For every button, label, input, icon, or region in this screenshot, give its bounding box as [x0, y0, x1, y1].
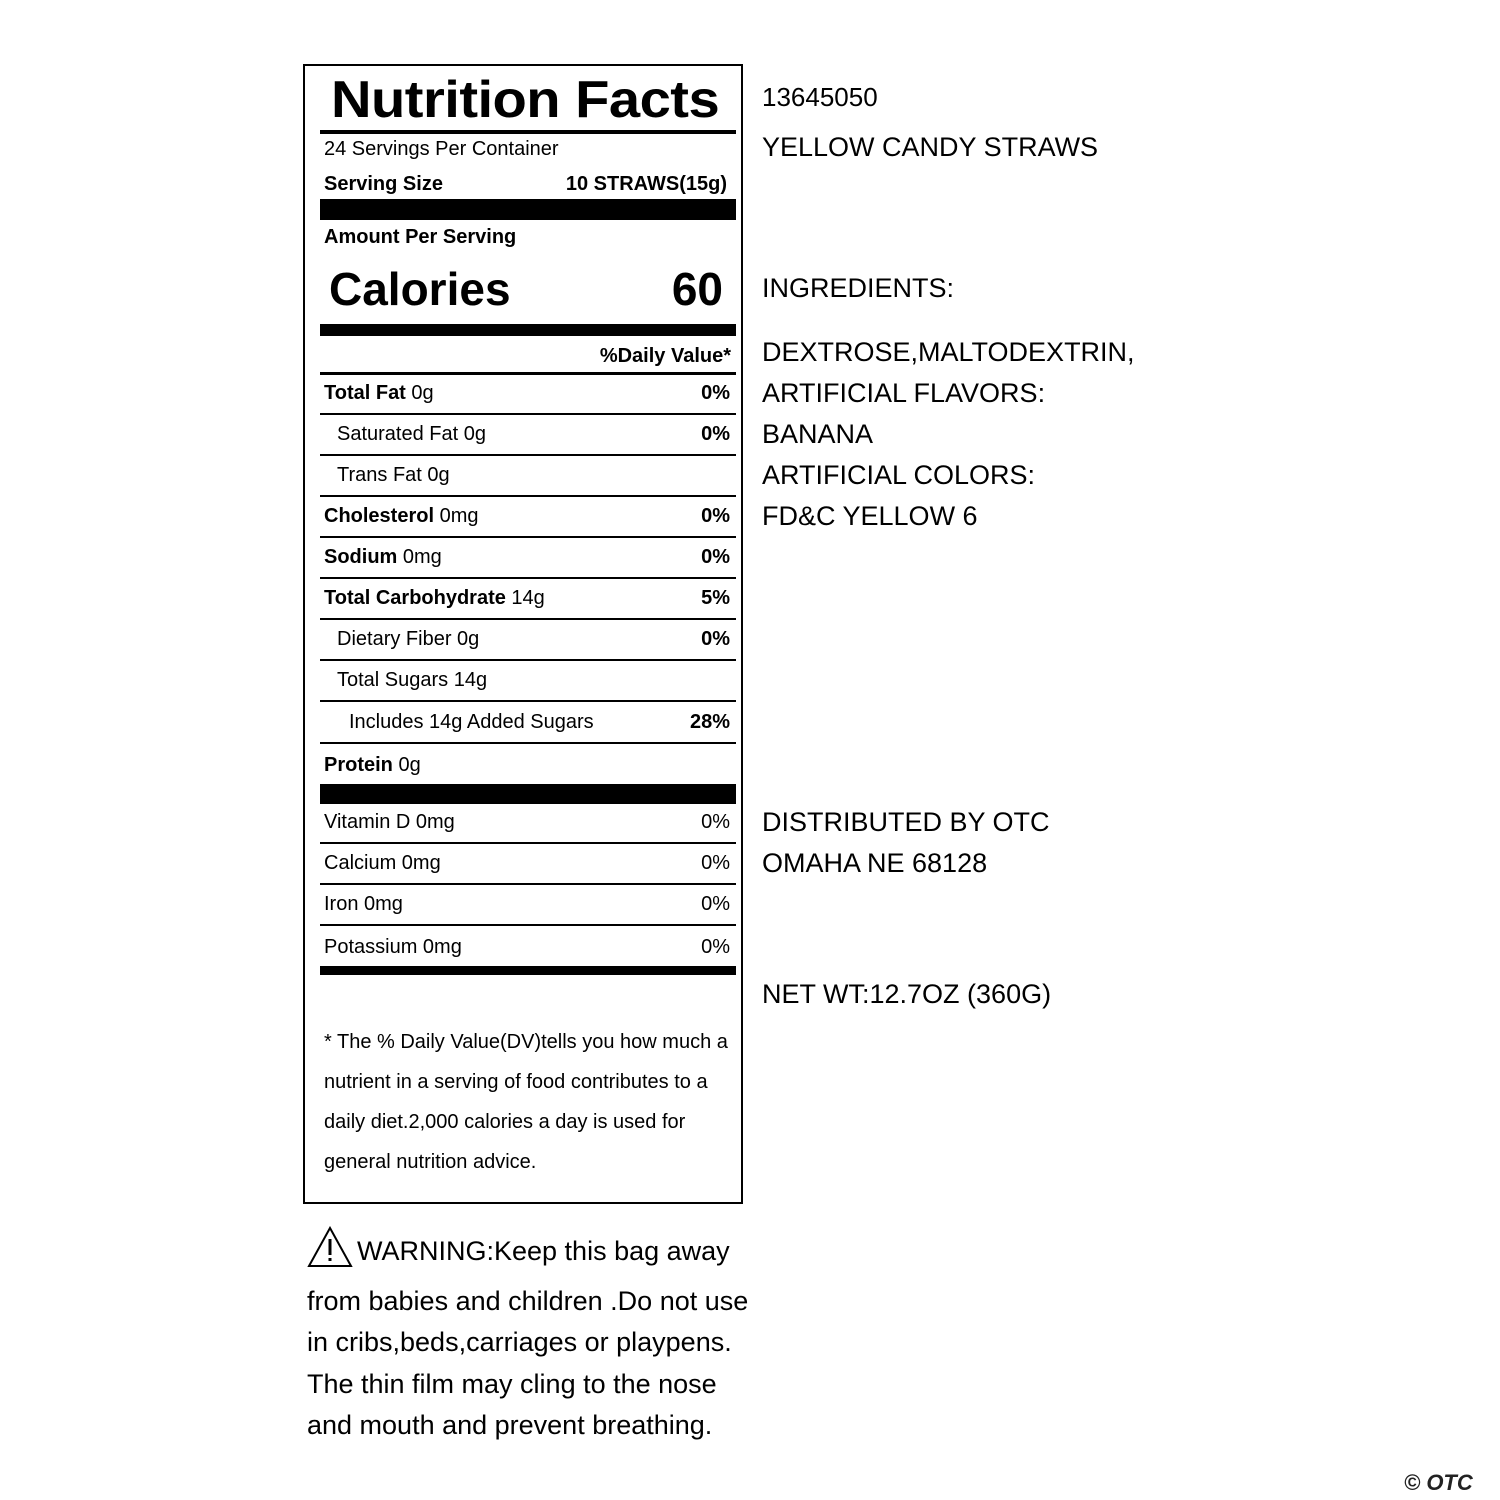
warning-triangle-icon: [307, 1226, 353, 1281]
vitamin-label: Potassium 0mg: [324, 936, 462, 958]
nutrient-name: Protein: [324, 754, 393, 776]
nutrient-name: Includes 14g Added Sugars: [349, 711, 594, 733]
nutrient-name: Total Fat: [324, 382, 406, 404]
nutrient-name: Total Carbohydrate: [324, 587, 506, 609]
distributor-line: DISTRIBUTED BY OTC: [762, 807, 1050, 837]
ingredients-heading: INGREDIENTS:: [762, 273, 955, 303]
calories-label: Calories: [329, 263, 511, 315]
vitamin-pct: 0%: [701, 852, 730, 874]
net-weight: NET WT:12.7OZ (360G): [762, 979, 1052, 1009]
nutrient-pct: 5%: [701, 587, 730, 609]
vitamin-row-iron: [320, 886, 736, 926]
ingredients-line: ARTIFICIAL COLORS:: [762, 460, 1036, 490]
vitamin-label: Calcium 0mg: [324, 852, 441, 874]
daily-value-header: %Daily Value*: [599, 345, 731, 367]
serving-thick-rule: [320, 199, 736, 220]
nutrition-facts-title: Nutrition Facts: [331, 71, 720, 129]
nutrient-pct: 0%: [701, 382, 730, 404]
nutrient-row-total-sugars: [320, 662, 736, 702]
nutrient-row-sodium: [320, 539, 736, 579]
vitamin-label: Iron 0mg: [324, 893, 403, 915]
nutrient-row-saturated-fat: [320, 416, 736, 456]
product-name: YELLOW CANDY STRAWS: [762, 132, 1099, 162]
nutrient-amount: 0mg: [434, 505, 479, 527]
vitamin-pct: 0%: [701, 936, 730, 958]
servings-per-container: 24 Servings Per Container: [324, 138, 559, 160]
amount-per-serving: Amount Per Serving: [324, 226, 517, 248]
nutrient-name: Dietary Fiber 0g: [337, 628, 480, 650]
vitamin-row-calcium: [320, 845, 736, 885]
nutrient-amount: 0g: [392, 754, 421, 776]
nutrient-name: Total Sugars 14g: [337, 669, 488, 691]
ingredients-line: BANANA: [762, 419, 874, 449]
nutrient-row-total-carbohydrate: [320, 580, 736, 620]
daily-value-footnote: * The % Daily Value(DV)tells you how much a nutrient in a serving of food contributes to a daily diet.2,000 calories a day is used for general nutrition advice.: [324, 1031, 728, 1173]
vitamin-pct: 0%: [701, 893, 730, 915]
ingredients-line: ARTIFICIAL FLAVORS:: [762, 378, 1046, 408]
calories-value: 60: [671, 263, 723, 315]
nutrient-pct: 0%: [701, 546, 730, 568]
nutrient-row-protein: [320, 745, 736, 785]
otc-logo: © OTC: [1404, 1470, 1473, 1495]
nutrient-row-cholesterol: [320, 498, 736, 538]
nutrient-row-dietary-fiber: [320, 621, 736, 661]
warning-label: WARNING:: [357, 1236, 494, 1266]
nutrient-name: Saturated Fat 0g: [337, 423, 486, 445]
warning-block: [307, 1226, 757, 1447]
nutrient-row-added-sugars: [320, 703, 736, 744]
vitamin-row-vitamin-d: [320, 804, 736, 844]
nutrition-facts-panel: [303, 64, 743, 1204]
distributor-address: OMAHA NE 68128: [762, 848, 988, 878]
calories-rule: [320, 324, 736, 336]
ingredients-line: FD&C YELLOW 6: [762, 501, 978, 531]
nutrient-amount: 0mg: [397, 546, 442, 568]
warning-text: Keep this bag away from babies and children .Do not use in cribs,beds,carriages or playpens. The thin film may cling to the nose and mouth and prevent breathing.: [307, 1236, 749, 1440]
bottom-rule: [320, 966, 736, 975]
vitamin-row-potassium: [320, 927, 736, 967]
nutrient-row-trans-fat: [320, 457, 736, 497]
nutrient-name: Cholesterol: [324, 505, 435, 527]
item-number: 13645050: [762, 82, 878, 112]
nutrient-pct: 28%: [689, 711, 730, 733]
nutrient-pct: 0%: [701, 423, 730, 445]
nutrient-name: Trans Fat 0g: [337, 464, 450, 486]
serving-size-value: 10 STRAWS(15g): [565, 173, 727, 195]
vitamin-pct: 0%: [701, 811, 730, 833]
nutrient-row-total-fat: [320, 375, 736, 415]
protein-thick-rule: [320, 784, 736, 804]
ingredients-line: DEXTROSE,MALTODEXTRIN,: [762, 337, 1135, 367]
nutrient-pct: 0%: [701, 628, 730, 650]
serving-size-label: Serving Size: [324, 173, 443, 195]
title-rule: [320, 130, 736, 134]
nutrient-amount: 0g: [405, 382, 434, 404]
nutrient-pct: 0%: [701, 505, 730, 527]
vitamin-label: Vitamin D 0mg: [324, 811, 455, 833]
nutrient-amount: 14g: [505, 587, 545, 609]
nutrient-name: Sodium: [324, 546, 398, 568]
